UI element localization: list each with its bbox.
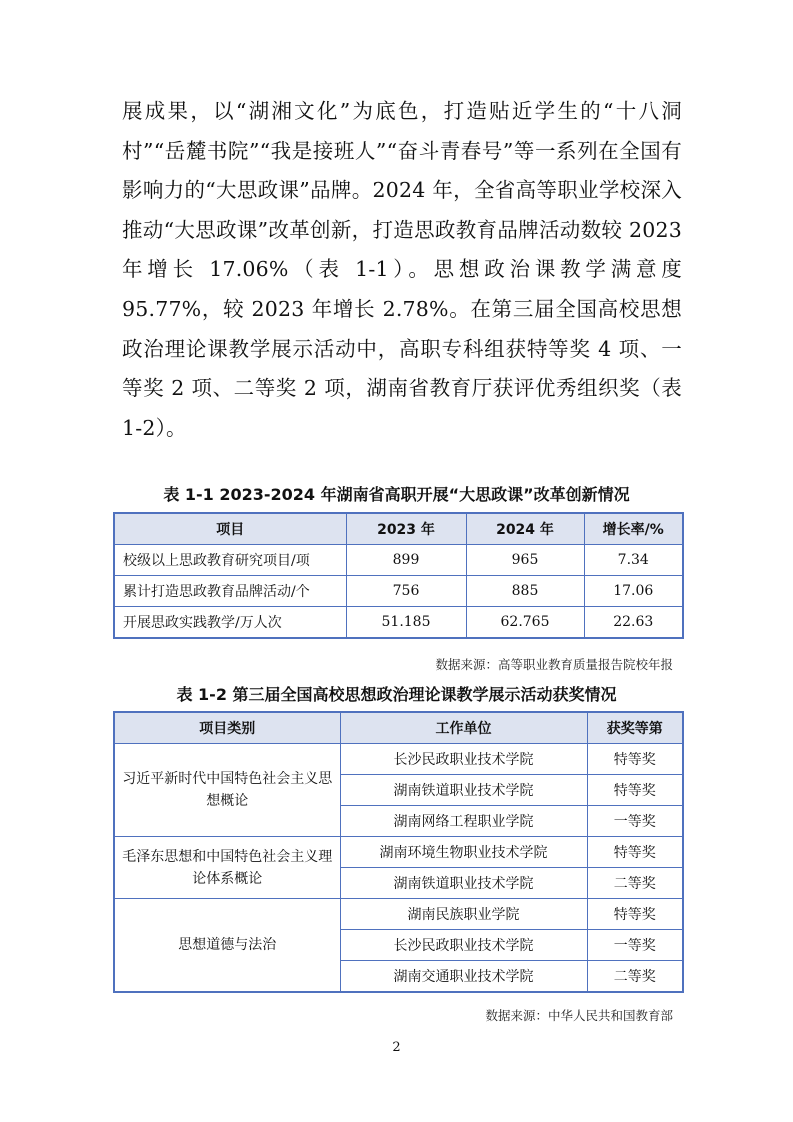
table2-unit-cell: 湖南铁道职业技术学院 [340,868,587,899]
table-row [114,744,683,775]
table1-header-row [114,513,683,545]
table2-header-row [114,712,683,744]
table1-item-cell: 累计打造思政教育品牌活动/个 [114,576,346,607]
body-paragraph: 展成果，以“湖湘文化”为底色，打造贴近学生的“十八洞村”“岳麓书院”“我是接班人”“奋斗青春号”等一系列在全国有影响力的“大思政课”品牌。2024 年，全省高等职业学校深入推动“大思政课”改革创新，打造思政教育品牌活动数较 2023 年增长 17.06%（表 1-1）。思想政治课教学满意度 95.77%，较 2023 年增长 2.78%。在第三届全国高校思想政治理论课教学展示活动中，高职专科组获特等奖 4 项、一等奖 2 项、二等奖 2 项，湖南省教育厅获评优秀组织奖（表 1-2）。 [122,99,682,440]
table2 [113,711,684,993]
table2-category-cell: 思想道德与法治 [114,899,340,993]
table1-item-cell: 校级以上思政教育研究项目/项 [114,545,346,576]
table-row [114,899,683,930]
table-row [114,837,683,868]
table2-unit-cell: 湖南铁道职业技术学院 [340,775,587,806]
table1-value-cell: 51.185 [346,607,466,639]
table1-value-cell: 756 [346,576,466,607]
table1-value-cell: 899 [346,545,466,576]
table2-award-cell: 一等奖 [587,806,683,837]
table2-award-cell: 二等奖 [587,868,683,899]
table-row [114,576,683,607]
table2-award-cell: 特等奖 [587,744,683,775]
table2-unit-cell: 湖南网络工程职业学院 [340,806,587,837]
table1-caption: 表 1-1 2023-2024 年湖南省高职开展“大思政课”改革创新情况 [163,485,630,504]
table2-unit-cell: 湖南民族职业学院 [340,899,587,930]
table1-header-cell: 增长率/% [584,513,683,545]
table2-unit-cell: 湖南交通职业技术学院 [340,961,587,993]
table2-award-cell: 特等奖 [587,899,683,930]
table2-unit-cell: 湖南环境生物职业技术学院 [340,837,587,868]
page-number: 2 [392,1040,401,1055]
table2-source: 数据来源：中华人民共和国教育部 [485,1008,673,1023]
table2-award-cell: 二等奖 [587,961,683,993]
table1 [113,512,684,639]
table-row [114,607,683,639]
table2-award-cell: 一等奖 [587,930,683,961]
table2-award-cell: 特等奖 [587,775,683,806]
table1-value-cell: 965 [466,545,584,576]
table1-value-cell: 17.06 [584,576,683,607]
table1-header-cell: 项目 [114,513,346,545]
table1-value-cell: 62.765 [466,607,584,639]
table1-source: 数据来源：高等职业教育质量报告院校年报 [435,657,673,672]
table2-category-cell: 毛泽东思想和中国特色社会主义理论体系概论 [114,837,340,899]
table2-unit-cell: 长沙民政职业技术学院 [340,744,587,775]
table-row [114,545,683,576]
table1-value-cell: 22.63 [584,607,683,639]
table2-header-cell: 工作单位 [340,712,587,744]
table2-category-cell: 习近平新时代中国特色社会主义思想概论 [114,744,340,837]
table1-value-cell: 7.34 [584,545,683,576]
table2-unit-cell: 长沙民政职业技术学院 [340,930,587,961]
table2-header-cell: 项目类别 [114,712,340,744]
table1-item-cell: 开展思政实践教学/万人次 [114,607,346,639]
table1-header-cell: 2023 年 [346,513,466,545]
table2-caption: 表 1-2 第三届全国高校思想政治理论课教学展示活动获奖情况 [176,685,617,704]
table2-header-cell: 获奖等第 [587,712,683,744]
table1-value-cell: 885 [466,576,584,607]
table1-header-cell: 2024 年 [466,513,584,545]
table2-award-cell: 特等奖 [587,837,683,868]
